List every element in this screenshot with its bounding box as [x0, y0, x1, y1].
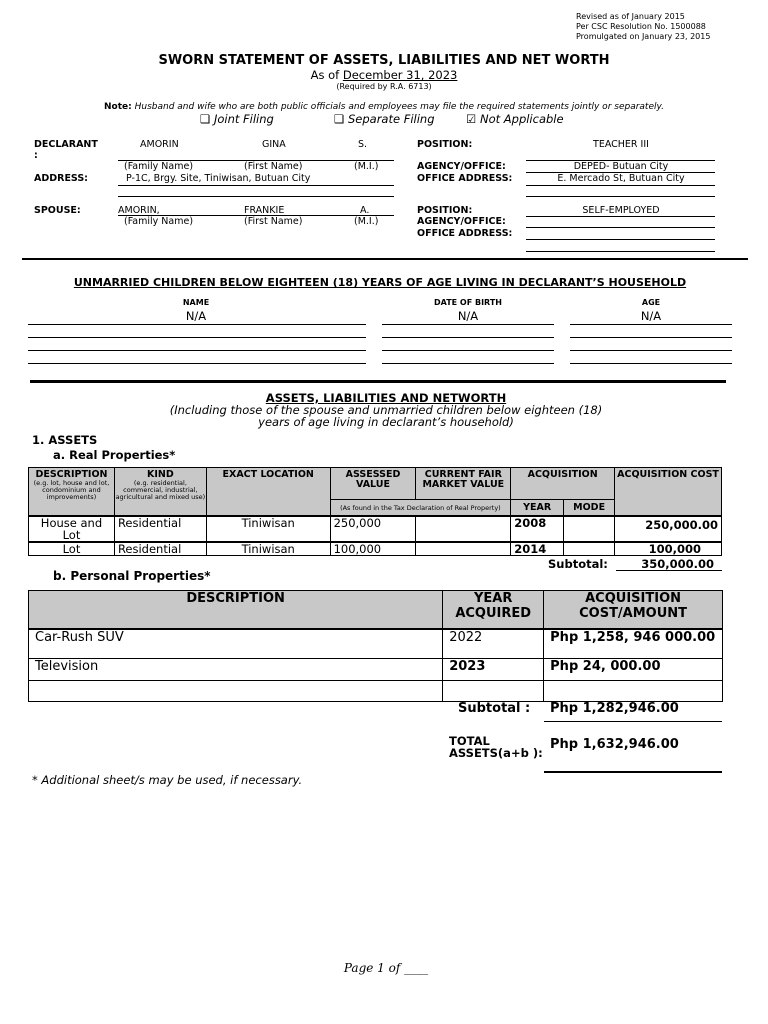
- note: [0, 102, 768, 112]
- children-age-value: N/A: [640, 309, 662, 323]
- first-name-caption: (First Name): [244, 216, 303, 227]
- note-label: Note:: [104, 102, 132, 112]
- real-subtotal-label: Subtotal:: [548, 557, 608, 571]
- declarant-mi: S.: [358, 139, 368, 150]
- as-of-prefix: As of: [310, 68, 340, 82]
- header-acquisition: ACQUISITION: [511, 468, 615, 500]
- spouse-label: SPOUSE:: [34, 205, 81, 216]
- cell-fair-market-value: [416, 516, 511, 542]
- header-acquisition-cost: ACQUISITION COST/AMOUNT: [544, 591, 723, 629]
- header-year-acquired: YEAR ACQUIRED: [443, 591, 544, 629]
- cell-assessed-value: 100,000: [330, 542, 416, 556]
- position-label: POSITION:: [417, 139, 473, 150]
- not-applicable-option[interactable]: [466, 112, 564, 126]
- first-name-caption: (First Name): [244, 161, 303, 172]
- real-properties-label: a. Real Properties*: [53, 448, 176, 462]
- cell-fair-market-value: [416, 542, 511, 556]
- personal-subtotal-value: Php 1,282,946.00: [550, 701, 679, 716]
- as-of-line: [0, 68, 768, 82]
- header-description: DESCRIPTION (e.g. lot, house and lot, condominium and improvements): [29, 468, 115, 516]
- cell-cost: Php 24, 000.00: [544, 659, 723, 681]
- checkbox-checked-icon: ☑: [466, 112, 477, 126]
- cell-acquisition-cost: 250,000.00: [615, 516, 722, 542]
- divider: [526, 185, 715, 186]
- total-assets-value: Php 1,632,946.00: [550, 737, 679, 752]
- family-name-caption: (Family Name): [124, 216, 194, 227]
- cell-description: Lot: [29, 542, 115, 556]
- family-name-caption: (Family Name): [124, 161, 194, 172]
- declarant-label: DECLARANT :: [34, 139, 98, 161]
- promulgated-line: Promulgated on January 23, 2015: [576, 32, 711, 41]
- office-address-label: OFFICE ADDRESS:: [417, 173, 513, 184]
- children-heading: UNMARRIED CHILDREN BELOW EIGHTEEN (18) YEARS OF AGE LIVING IN DECLARANT’S HOUSEHOLD: [73, 276, 687, 289]
- cell-year: 2022: [443, 629, 544, 659]
- separate-filing-option[interactable]: [334, 112, 435, 126]
- page-number: Page 1 of ____: [343, 961, 429, 975]
- cell-kind: Residential: [114, 516, 206, 542]
- cell-year: 2008: [511, 516, 564, 542]
- declarant-office-address: E. Mercado St, Butuan City: [557, 173, 685, 184]
- section-divider: [30, 380, 726, 383]
- cell-location: Tiniwisan: [206, 542, 330, 556]
- resolution-line: Per CSC Resolution No. 1500088: [576, 22, 706, 31]
- header-fair-market-value: CURRENT FAIR MARKET VALUE: [416, 468, 511, 500]
- spouse-mi: A.: [360, 205, 370, 216]
- joint-filing-option[interactable]: [200, 112, 274, 126]
- header-mode: MODE: [564, 500, 615, 516]
- revision-note: [576, 12, 710, 42]
- cell-year: 2014: [511, 542, 564, 556]
- real-properties-table: [28, 467, 722, 556]
- personal-properties-table: [28, 590, 723, 702]
- children-dob-value: N/A: [457, 309, 479, 323]
- divider: [118, 196, 394, 197]
- header-kind: KIND (e.g. residential, commercial, industrial, agricultural and mixed use): [114, 468, 206, 516]
- header-assessed-value: ASSESSED VALUE: [330, 468, 416, 500]
- agency-label: AGENCY/OFFICE:: [417, 161, 506, 172]
- cell-description: House and Lot: [29, 516, 115, 542]
- assets-label: 1. ASSETS: [32, 433, 98, 447]
- alnw-subheading-1: (Including those of the spouse and unmarried children below eighteen (18): [169, 403, 603, 417]
- personal-subtotal-label: Subtotal :: [458, 701, 531, 716]
- cell-assessed-value: 250,000: [330, 516, 416, 542]
- table-row: [29, 542, 722, 556]
- cell-year: 2023: [443, 659, 544, 681]
- note-text: Husband and wife who are both public officials and employees may file the required statements jointly or separately.: [134, 102, 664, 112]
- cell-location: Tiniwisan: [206, 516, 330, 542]
- divider: [526, 196, 715, 197]
- total-assets-label: TOTAL ASSETS(a+b ):: [449, 734, 543, 760]
- spouse-office-address-label: OFFICE ADDRESS:: [417, 228, 513, 239]
- header-year: YEAR: [511, 500, 564, 516]
- cell-cost: Php 1,258, 946 000.00: [544, 629, 723, 659]
- cell-mode: [564, 542, 615, 556]
- children-name-header: NAME: [182, 298, 210, 307]
- divider: [526, 251, 715, 252]
- required-by: (Required by R.A. 6713): [336, 82, 432, 91]
- mi-caption: (M.I.): [354, 161, 379, 172]
- additional-sheet-note: * Additional sheet/s may be used, if necessary.: [32, 773, 303, 787]
- checkbox-empty-icon: ❑: [200, 112, 211, 126]
- table-row: [29, 681, 723, 702]
- cell-description: [29, 681, 443, 702]
- header-acquisition-cost: ACQUISITION COST: [615, 468, 722, 516]
- divider: [544, 771, 722, 773]
- declarant-address: P-1C, Brgy. Site, Tiniwisan, Butuan City: [126, 173, 311, 184]
- alnw-subheading-2: years of age living in declarant’s household): [258, 415, 514, 429]
- separate-filing-label: Separate Filing: [347, 112, 435, 126]
- children-dob-header: DATE OF BIRTH: [434, 298, 502, 307]
- divider: [526, 227, 715, 228]
- table-row: [29, 659, 723, 681]
- revision-line: Revised as of January 2015: [576, 12, 685, 21]
- spouse-first-name: FRANKIE: [244, 205, 285, 216]
- spouse-agency-label: AGENCY/OFFICE:: [417, 216, 506, 227]
- not-applicable-label: Not Applicable: [479, 112, 564, 126]
- cell-year: [443, 681, 544, 702]
- declarant-first-name: GINA: [262, 139, 286, 150]
- table-row: [29, 516, 722, 542]
- children-name-value: N/A: [185, 309, 207, 323]
- header-location: EXACT LOCATION: [206, 468, 330, 516]
- table-row: [29, 629, 723, 659]
- mi-caption: (M.I.): [354, 216, 379, 227]
- children-age-header: AGE: [641, 298, 661, 307]
- cell-mode: [564, 516, 615, 542]
- divider: [526, 216, 715, 217]
- personal-properties-label: b. Personal Properties*: [53, 569, 211, 583]
- divider: [616, 570, 722, 571]
- divider: [526, 239, 715, 240]
- cell-kind: Residential: [114, 542, 206, 556]
- cell-description: Car-Rush SUV: [29, 629, 443, 659]
- cell-description: Television: [29, 659, 443, 681]
- as-of-date: December 31, 2023: [342, 68, 458, 82]
- joint-filing-label: Joint Filing: [213, 112, 274, 126]
- checkbox-empty-icon: ❑: [334, 112, 345, 126]
- declarant-agency: DEPED- Butuan City: [573, 161, 669, 172]
- spouse-position: SELF-EMPLOYED: [582, 205, 660, 216]
- declarant-family-name: AMORIN: [140, 139, 179, 150]
- declarant-position: TEACHER III: [593, 139, 649, 150]
- header-description: DESCRIPTION: [29, 591, 443, 629]
- alnw-heading: ASSETS, LIABILITIES AND NETWORTH: [265, 391, 507, 405]
- divider: [118, 185, 394, 186]
- real-subtotal-value: 350,000.00: [641, 557, 714, 571]
- header-tax-note: (As found in the Tax Declaration of Real Property): [330, 500, 511, 516]
- spouse-position-label: POSITION:: [417, 205, 473, 216]
- divider: [544, 721, 722, 722]
- address-label: ADDRESS:: [34, 173, 88, 184]
- spouse-family-name: AMORIN,: [118, 205, 160, 216]
- cell-cost: [544, 681, 723, 702]
- page-title: SWORN STATEMENT OF ASSETS, LIABILITIES AND NET WORTH: [158, 53, 610, 68]
- section-divider: [22, 258, 748, 260]
- cell-acquisition-cost: 100,000: [615, 542, 722, 556]
